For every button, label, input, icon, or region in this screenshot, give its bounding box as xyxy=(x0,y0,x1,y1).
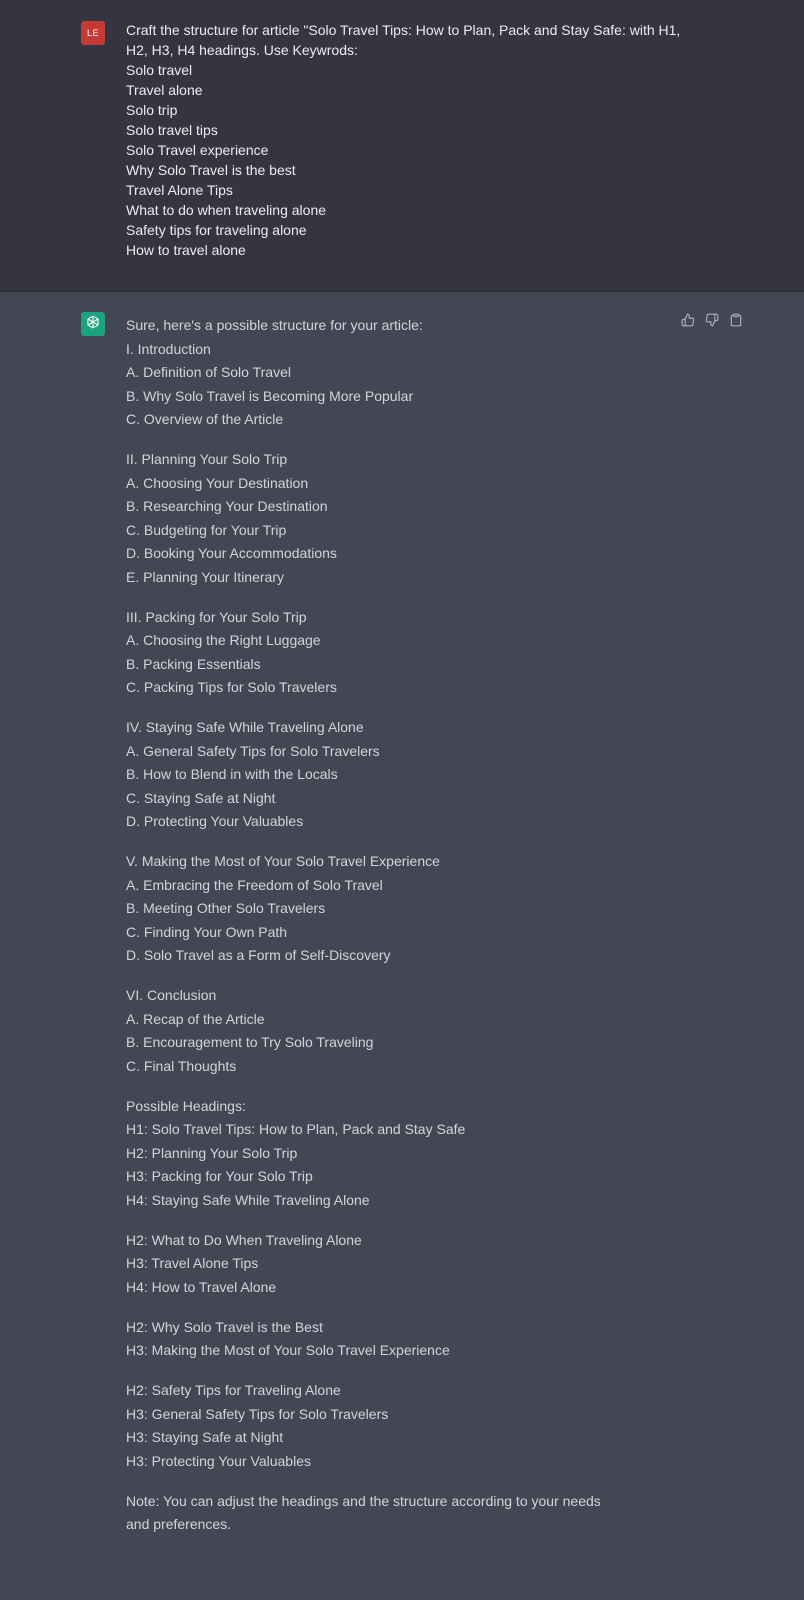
heading-item: H2: Planning Your Solo Trip xyxy=(126,1144,298,1161)
assistant-intro: Sure, here's a possible structure for your article: xyxy=(126,317,423,333)
outline-section xyxy=(126,716,686,834)
heading-item: H4: How to Travel Alone xyxy=(126,1278,277,1295)
outline-item: A. Choosing Your Destination xyxy=(126,474,309,491)
outline-section xyxy=(126,448,686,589)
outline-item: D. Protecting Your Valuables xyxy=(126,813,304,829)
heading-item: H1: Solo Travel Tips: How to Plan, Pack and Stay Safe xyxy=(126,1121,466,1137)
outline-item: B. Why Solo Travel is Becoming More Popular xyxy=(126,387,414,404)
thumbs-down-icon[interactable] xyxy=(705,313,719,327)
outline-item: C. Final Thoughts xyxy=(126,1057,237,1074)
outline-item: B. How to Blend in with the Locals xyxy=(126,766,338,782)
openai-logo-icon xyxy=(85,314,101,335)
keyword-item: How to travel alone xyxy=(126,242,246,258)
outline-item: B. Encouragement to Try Solo Traveling xyxy=(126,1034,374,1050)
outline-item: A. Embracing the Freedom of Solo Travel xyxy=(126,876,383,893)
outline-section-title: III. Packing for Your Solo Trip xyxy=(126,608,307,625)
heading-item: H3: Protecting Your Valuables xyxy=(126,1452,311,1469)
keyword-item: Solo trip xyxy=(126,102,178,118)
outline-section-title: VI. Conclusion xyxy=(126,987,217,1003)
headings-group xyxy=(126,1118,686,1212)
outline-section xyxy=(126,850,686,968)
outline-section-title: V. Making the Most of Your Solo Travel Experience xyxy=(126,853,440,869)
outline-section xyxy=(126,606,686,700)
outline-item: A. Choosing the Right Luggage xyxy=(126,632,321,648)
heading-item: H2: Safety Tips for Traveling Alone xyxy=(126,1382,341,1398)
outline-item: C. Budgeting for Your Trip xyxy=(126,521,287,538)
outline-item: B. Packing Essentials xyxy=(126,655,261,672)
keyword-item: Travel alone xyxy=(126,82,203,98)
user-message-text xyxy=(126,20,686,260)
heading-item: H4: Staying Safe While Traveling Alone xyxy=(126,1191,370,1208)
assistant-message-text xyxy=(126,314,686,1537)
outline-item: A. General Safety Tips for Solo Travelers xyxy=(126,742,380,759)
outline-item: A. Definition of Solo Travel xyxy=(126,364,291,380)
assistant-avatar xyxy=(81,312,105,336)
assistant-note: Note: You can adjust the headings and the structure according to your needs and preferences. xyxy=(126,1492,601,1532)
heading-item: H2: What to Do When Traveling Alone xyxy=(126,1231,362,1248)
heading-item: H3: Making the Most of Your Solo Travel Experience xyxy=(126,1342,450,1358)
keyword-item: Solo travel xyxy=(126,62,193,78)
user-message xyxy=(0,0,804,292)
outline-item: D. Booking Your Accommodations xyxy=(126,545,337,561)
outline-item: A. Recap of the Article xyxy=(126,1010,265,1027)
heading-item: H2: Why Solo Travel is the Best xyxy=(126,1318,323,1335)
user-avatar: LE xyxy=(81,21,105,45)
headings-group xyxy=(126,1229,686,1300)
headings-group xyxy=(126,1379,686,1473)
outline-item: C. Finding Your Own Path xyxy=(126,923,288,940)
outline-item: B. Meeting Other Solo Travelers xyxy=(126,900,326,916)
message-actions xyxy=(681,313,743,327)
outline-item: C. Packing Tips for Solo Travelers xyxy=(126,679,337,695)
clipboard-icon[interactable] xyxy=(729,313,743,327)
keyword-item: Safety tips for traveling alone xyxy=(126,222,307,238)
outline-section xyxy=(126,338,686,432)
heading-item: H3: General Safety Tips for Solo Travelers xyxy=(126,1405,389,1422)
headings-group xyxy=(126,1316,686,1363)
outline-item: B. Researching Your Destination xyxy=(126,498,328,514)
user-prompt: Craft the structure for article "Solo Travel Tips: How to Plan, Pack and Stay Safe: with H1, H2, H3, H4 headings. Use Keywrods: xyxy=(126,22,681,58)
outline-item: D. Solo Travel as a Form of Self-Discovery xyxy=(126,947,391,963)
keyword-item: Solo travel tips xyxy=(126,122,218,138)
assistant-message xyxy=(0,292,804,1600)
outline-section-title: I. Introduction xyxy=(126,340,211,357)
outline-section xyxy=(126,984,686,1078)
outline-section-title: IV. Staying Safe While Traveling Alone xyxy=(126,719,364,735)
keyword-item: Travel Alone Tips xyxy=(126,182,233,198)
keyword-item: Why Solo Travel is the best xyxy=(126,162,296,178)
outline-item: C. Overview of the Article xyxy=(126,411,284,427)
heading-item: H3: Travel Alone Tips xyxy=(126,1255,259,1271)
headings-label: Possible Headings: xyxy=(126,1097,246,1114)
outline-item: C. Staying Safe at Night xyxy=(126,789,276,806)
heading-item: H3: Packing for Your Solo Trip xyxy=(126,1168,313,1184)
outline-item: E. Planning Your Itinerary xyxy=(126,568,284,585)
keyword-item: Solo Travel experience xyxy=(126,142,269,158)
heading-item: H3: Staying Safe at Night xyxy=(126,1429,284,1445)
keyword-item: What to do when traveling alone xyxy=(126,202,327,218)
outline-section-title: II. Planning Your Solo Trip xyxy=(126,451,288,467)
